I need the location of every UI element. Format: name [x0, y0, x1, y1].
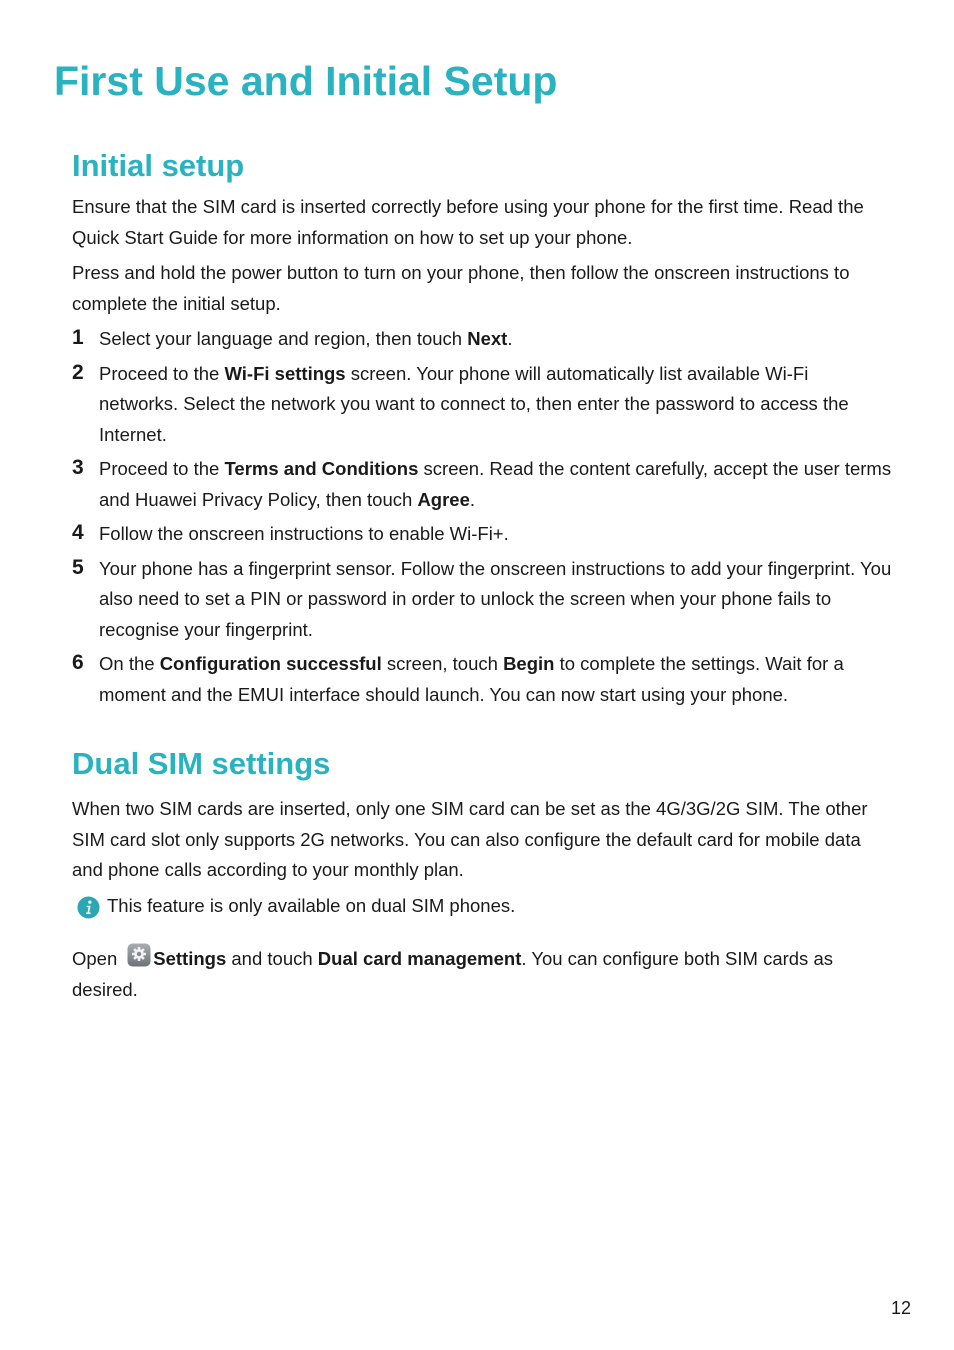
setup-step-4 [72, 519, 892, 550]
initial-setup-body [72, 192, 892, 714]
step-text: Follow the onscreen instructions to enable Wi-Fi+. [99, 523, 509, 544]
instruction-text: Open [72, 948, 118, 969]
step-keyword: Begin [503, 653, 555, 674]
paragraph: When two SIM cards are inserted, only one SIM card can be set as the 4G/3G/2G SIM. The other SIM card slot only supports 2G networks. You can also configure the default card for mobile data and phone calls according to your monthly plan. [72, 798, 868, 880]
step-text: Select your language and region, then touch [99, 328, 468, 349]
note-text: This feature is only available on dual SIM phones. [107, 894, 516, 916]
step-keyword: Agree [417, 488, 470, 510]
step-text: screen, touch [381, 653, 504, 674]
setup-step-6 [72, 649, 892, 710]
instruction-text: . You can configure both SIM cards as desired. [72, 948, 833, 1000]
step-keyword: Configuration successful [159, 653, 382, 674]
setup-step-2 [72, 359, 892, 451]
step-number: 6 [72, 651, 84, 674]
section-title-dual-sim-settings: Dual SIM settings [72, 746, 331, 781]
setup-step-1 [72, 324, 892, 355]
step-keyword: Wi-Fi settings [224, 362, 346, 384]
info-icon [77, 896, 100, 919]
step-text: screen. Read the content carefully, accept the user terms and Huawei Privacy Policy, then touch [99, 458, 892, 510]
settings-gear-icon [127, 943, 151, 967]
step-number: 4 [72, 521, 84, 544]
step-text: Proceed to the [99, 458, 225, 479]
paragraph: Press and hold the power button to turn on your phone, then follow the onscreen instructions to complete the initial setup. [72, 262, 850, 314]
section-title-initial-setup: Initial setup [72, 148, 245, 183]
step-text: to complete the settings. Wait for a moment and the EMUI interface should launch. You can now start using your phone. [99, 653, 844, 705]
paragraph: Ensure that the SIM card is inserted correctly before using your phone for the first time. Read the Quick Start Guide for more information on how to set up your phone. [72, 196, 864, 248]
open-settings-instruction [72, 943, 892, 1005]
dual-sim-body [72, 794, 892, 1010]
step-keyword: Terms and Conditions [224, 458, 419, 479]
step-text: . [469, 488, 476, 510]
step-number: 1 [72, 326, 84, 349]
step-number: 5 [72, 555, 84, 579]
instruction-text: and touch [226, 948, 318, 969]
step-text: On the [99, 653, 160, 674]
step-text: screen. Your phone will automatically list available Wi-Fi networks. Select the network you want to connect to, then enter the password to access the Internet. [99, 362, 849, 445]
setup-step-5 [72, 554, 892, 646]
menu-item-name: Dual card management [317, 948, 522, 969]
step-text: Your phone has a fingerprint sensor. Follow the onscreen instructions to add your fingerprint. You also need to set a PIN or password in order to unlock the screen when your phone fails to recognise your fingerprint. [99, 557, 892, 640]
step-text: Proceed to the [99, 362, 225, 384]
chapter-title: First Use and Initial Setup [54, 58, 558, 104]
setup-step-3 [72, 454, 892, 515]
settings-app-name: Settings [153, 948, 227, 969]
step-text: . [507, 328, 513, 349]
step-keyword: Next [467, 328, 508, 349]
page-number: 12 [890, 1298, 911, 1318]
step-number: 2 [72, 360, 84, 384]
info-note [72, 891, 892, 922]
step-number: 3 [72, 456, 84, 479]
